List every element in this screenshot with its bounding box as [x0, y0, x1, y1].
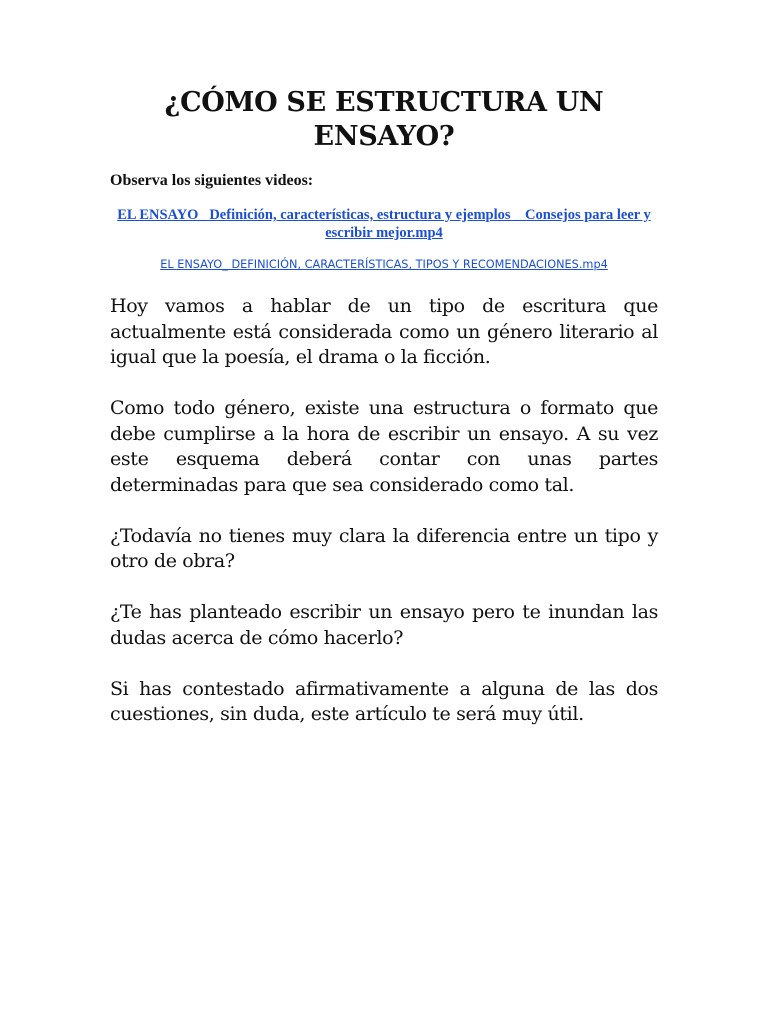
paragraph: Si has contestado afirmativamente a alguna de las dos cuestiones, sin duda, este artículo te será muy útil. [110, 677, 658, 725]
paragraph: ¿Te has planteado escribir un ensayo pero te inundan las dudas acerca de cómo hacerlo? [110, 601, 658, 649]
video-link-2[interactable]: EL ENSAYO_ DEFINICIÓN, CARACTERÍSTICAS, TIPOS Y RECOMENDACIONES.mp4 [160, 258, 608, 271]
intro-text: Observa los siguientes videos: [110, 172, 314, 189]
video-link-1[interactable]: EL ENSAYO_ Definición, características, estructura y ejemplos _ Consejos para leer y escribir mejor.mp4 [117, 207, 651, 241]
paragraph: Hoy vamos a hablar de un tipo de escritura que actualmente está considerada como un género literario al igual que la poesía, el drama o la ficción. [110, 295, 658, 368]
article-body [110, 294, 658, 753]
page-title: ¿CÓMO SE ESTRUCTURA UN ENSAYO? [164, 87, 604, 152]
paragraph: Como todo género, existe una estructura o formato que debe cumplirse a la hora de escribir un ensayo. A su vez este esquema deberá contar con unas partes determinadas para que sea considerado como tal. [110, 397, 658, 496]
paragraph: ¿Todavía no tienes muy clara la diferencia entre un tipo y otro de obra? [110, 524, 658, 572]
